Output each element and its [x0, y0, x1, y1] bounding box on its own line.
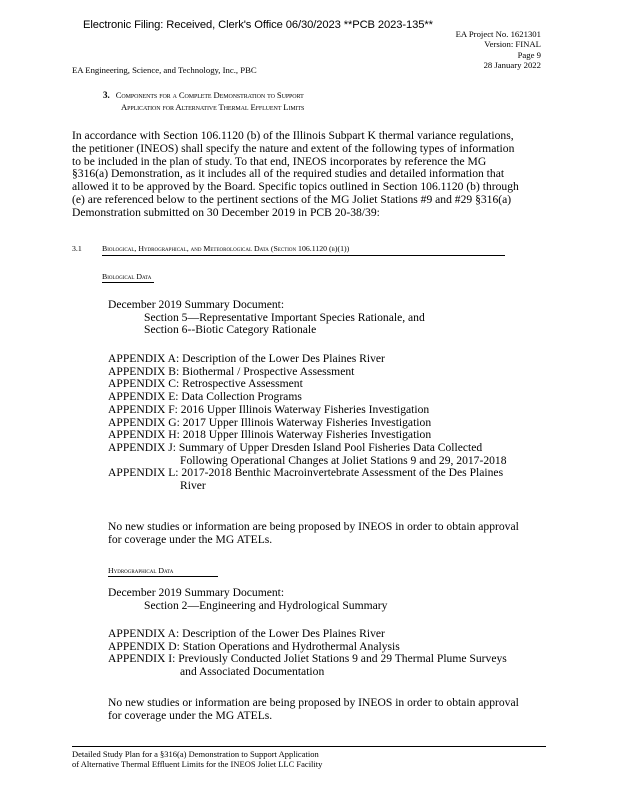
appendix-item: APPENDIX H: 2018 Upper Illinois Waterway Fisheries Investigation	[108, 428, 432, 442]
appendix-item: APPENDIX D: Station Operations and Hydrothermal Analysis	[108, 639, 400, 653]
intro-line: In accordance with Section 106.1120 (b) of the Illinois Subpart K thermal variance regulations,	[72, 129, 514, 142]
appendix-item: APPENDIX A: Description of the Lower Des Plaines River	[108, 352, 385, 365]
section-3-number: 3.	[103, 90, 110, 100]
section-3-1-number: 3.1	[72, 244, 82, 253]
footer-line: of Alternative Thermal Effluent Limits for the INEOS Joliet LLC Facility	[72, 759, 323, 769]
intro-paragraph	[72, 130, 519, 220]
note-line: for coverage under the MG ATELs.	[108, 532, 273, 546]
appendix-item: APPENDIX G: 2017 Upper Illinois Waterway Fisheries Investigation	[108, 415, 432, 429]
biological-appendix-list	[108, 353, 507, 493]
footer-line: Detailed Study Plan for a §316(a) Demonstration to Support Application	[72, 749, 319, 759]
filing-stamp: Electronic Filing: Received, Clerk's Office 06/30/2023 **PCB 2023-135**	[83, 19, 433, 31]
intro-line: allowed it to be approved by the Board. Specific topics outlined in Section 106.1120 (b) through	[72, 180, 519, 194]
appendix-item: APPENDIX E: Data Collection Programs	[108, 390, 302, 404]
appendix-item-continuation: and Associated Documentation	[180, 665, 325, 679]
section-3-1-underline	[102, 255, 505, 256]
biological-data-label: Biological Data	[102, 272, 152, 281]
intro-line: Demonstration submitted on 30 December 2019 in PCB 20-38/39:	[72, 205, 380, 219]
summary-item: Section 6--Biotic Category Rationale	[144, 323, 317, 337]
biological-summary	[108, 299, 425, 337]
note-line: No new studies or information are being proposed by INEOS in order to obtain approval	[108, 520, 519, 533]
appendix-item: APPENDIX A: Description of the Lower Des Plaines River	[108, 627, 385, 640]
document-date: 28 January 2022	[483, 59, 541, 70]
appendix-item: APPENDIX I: Previously Conducted Joliet Stations 9 and 29 Thermal Plume Surveys	[108, 652, 507, 666]
page-number: Page 9	[517, 49, 541, 60]
section-3-1-heading	[72, 244, 349, 253]
summary-item: Section 2—Engineering and Hydrological Summary	[144, 598, 388, 612]
company-name: EA Engineering, Science, and Technology, Inc., PBC	[72, 65, 257, 75]
section-3-1-title: Biological, Hydrographical, and Meteorological Data (Section 106.1120 (b)(1))	[102, 244, 350, 253]
appendix-item: APPENDIX J: Summary of Upper Dresden Island Pool Fisheries Data Collected	[108, 440, 483, 454]
appendix-item-continuation: River	[180, 479, 206, 493]
appendix-item: APPENDIX L: 2017-2018 Benthic Macroinvertebrate Assessment of the Des Plaines	[108, 466, 504, 480]
intro-line: §316(a) Demonstration, as it includes all of the required studies and detailed information that	[72, 167, 505, 181]
intro-line: the petitioner (INEOS) shall specify the nature and extent of the following types of information	[72, 141, 515, 155]
hydrographical-summary	[108, 587, 387, 612]
document-header-right	[456, 29, 541, 70]
intro-line: to be included in the plan of study. To that end, INEOS incorporates by reference the MG	[72, 154, 487, 168]
project-number: EA Project No. 1621301	[455, 29, 541, 39]
section-3-heading	[103, 90, 304, 113]
biological-data-underline	[102, 282, 154, 283]
summary-item: Section 5—Representative Important Species Rationale, and	[144, 310, 425, 324]
hydrographical-appendix-list	[108, 628, 507, 679]
section-3-title-line2: Application for Alternative Thermal Effluent Limits	[121, 101, 305, 112]
document-footer	[72, 749, 322, 769]
biological-note	[108, 521, 519, 546]
hydrographical-data-underline	[108, 576, 218, 577]
version: Version: FINAL	[484, 39, 541, 50]
summary-document-title: December 2019 Summary Document:	[108, 298, 285, 311]
appendix-item: APPENDIX F: 2016 Upper Illinois Waterway Fisheries Investigation	[108, 402, 430, 416]
footer-rule	[72, 746, 546, 747]
appendix-item: APPENDIX B: Biothermal / Prospective Assessment	[108, 364, 355, 378]
appendix-item: APPENDIX C: Retrospective Assessment	[108, 377, 303, 391]
note-line: No new studies or information are being proposed by INEOS in order to obtain approval	[108, 696, 519, 709]
section-3-title-line1: Components for a Complete Demonstration to Support	[115, 90, 304, 100]
summary-document-title: December 2019 Summary Document:	[108, 586, 285, 599]
hydrographical-note	[108, 697, 519, 722]
hydrographical-data-label: Hydrographical Data	[108, 566, 174, 575]
appendix-item-continuation: Following Operational Changes at Joliet Stations 9 and 29, 2017-2018	[180, 453, 507, 467]
note-line: for coverage under the MG ATELs.	[108, 708, 273, 722]
intro-line: (e) are referenced below to the pertinent sections of the MG Joliet Stations #9 and #29 §316(a)	[72, 192, 512, 206]
